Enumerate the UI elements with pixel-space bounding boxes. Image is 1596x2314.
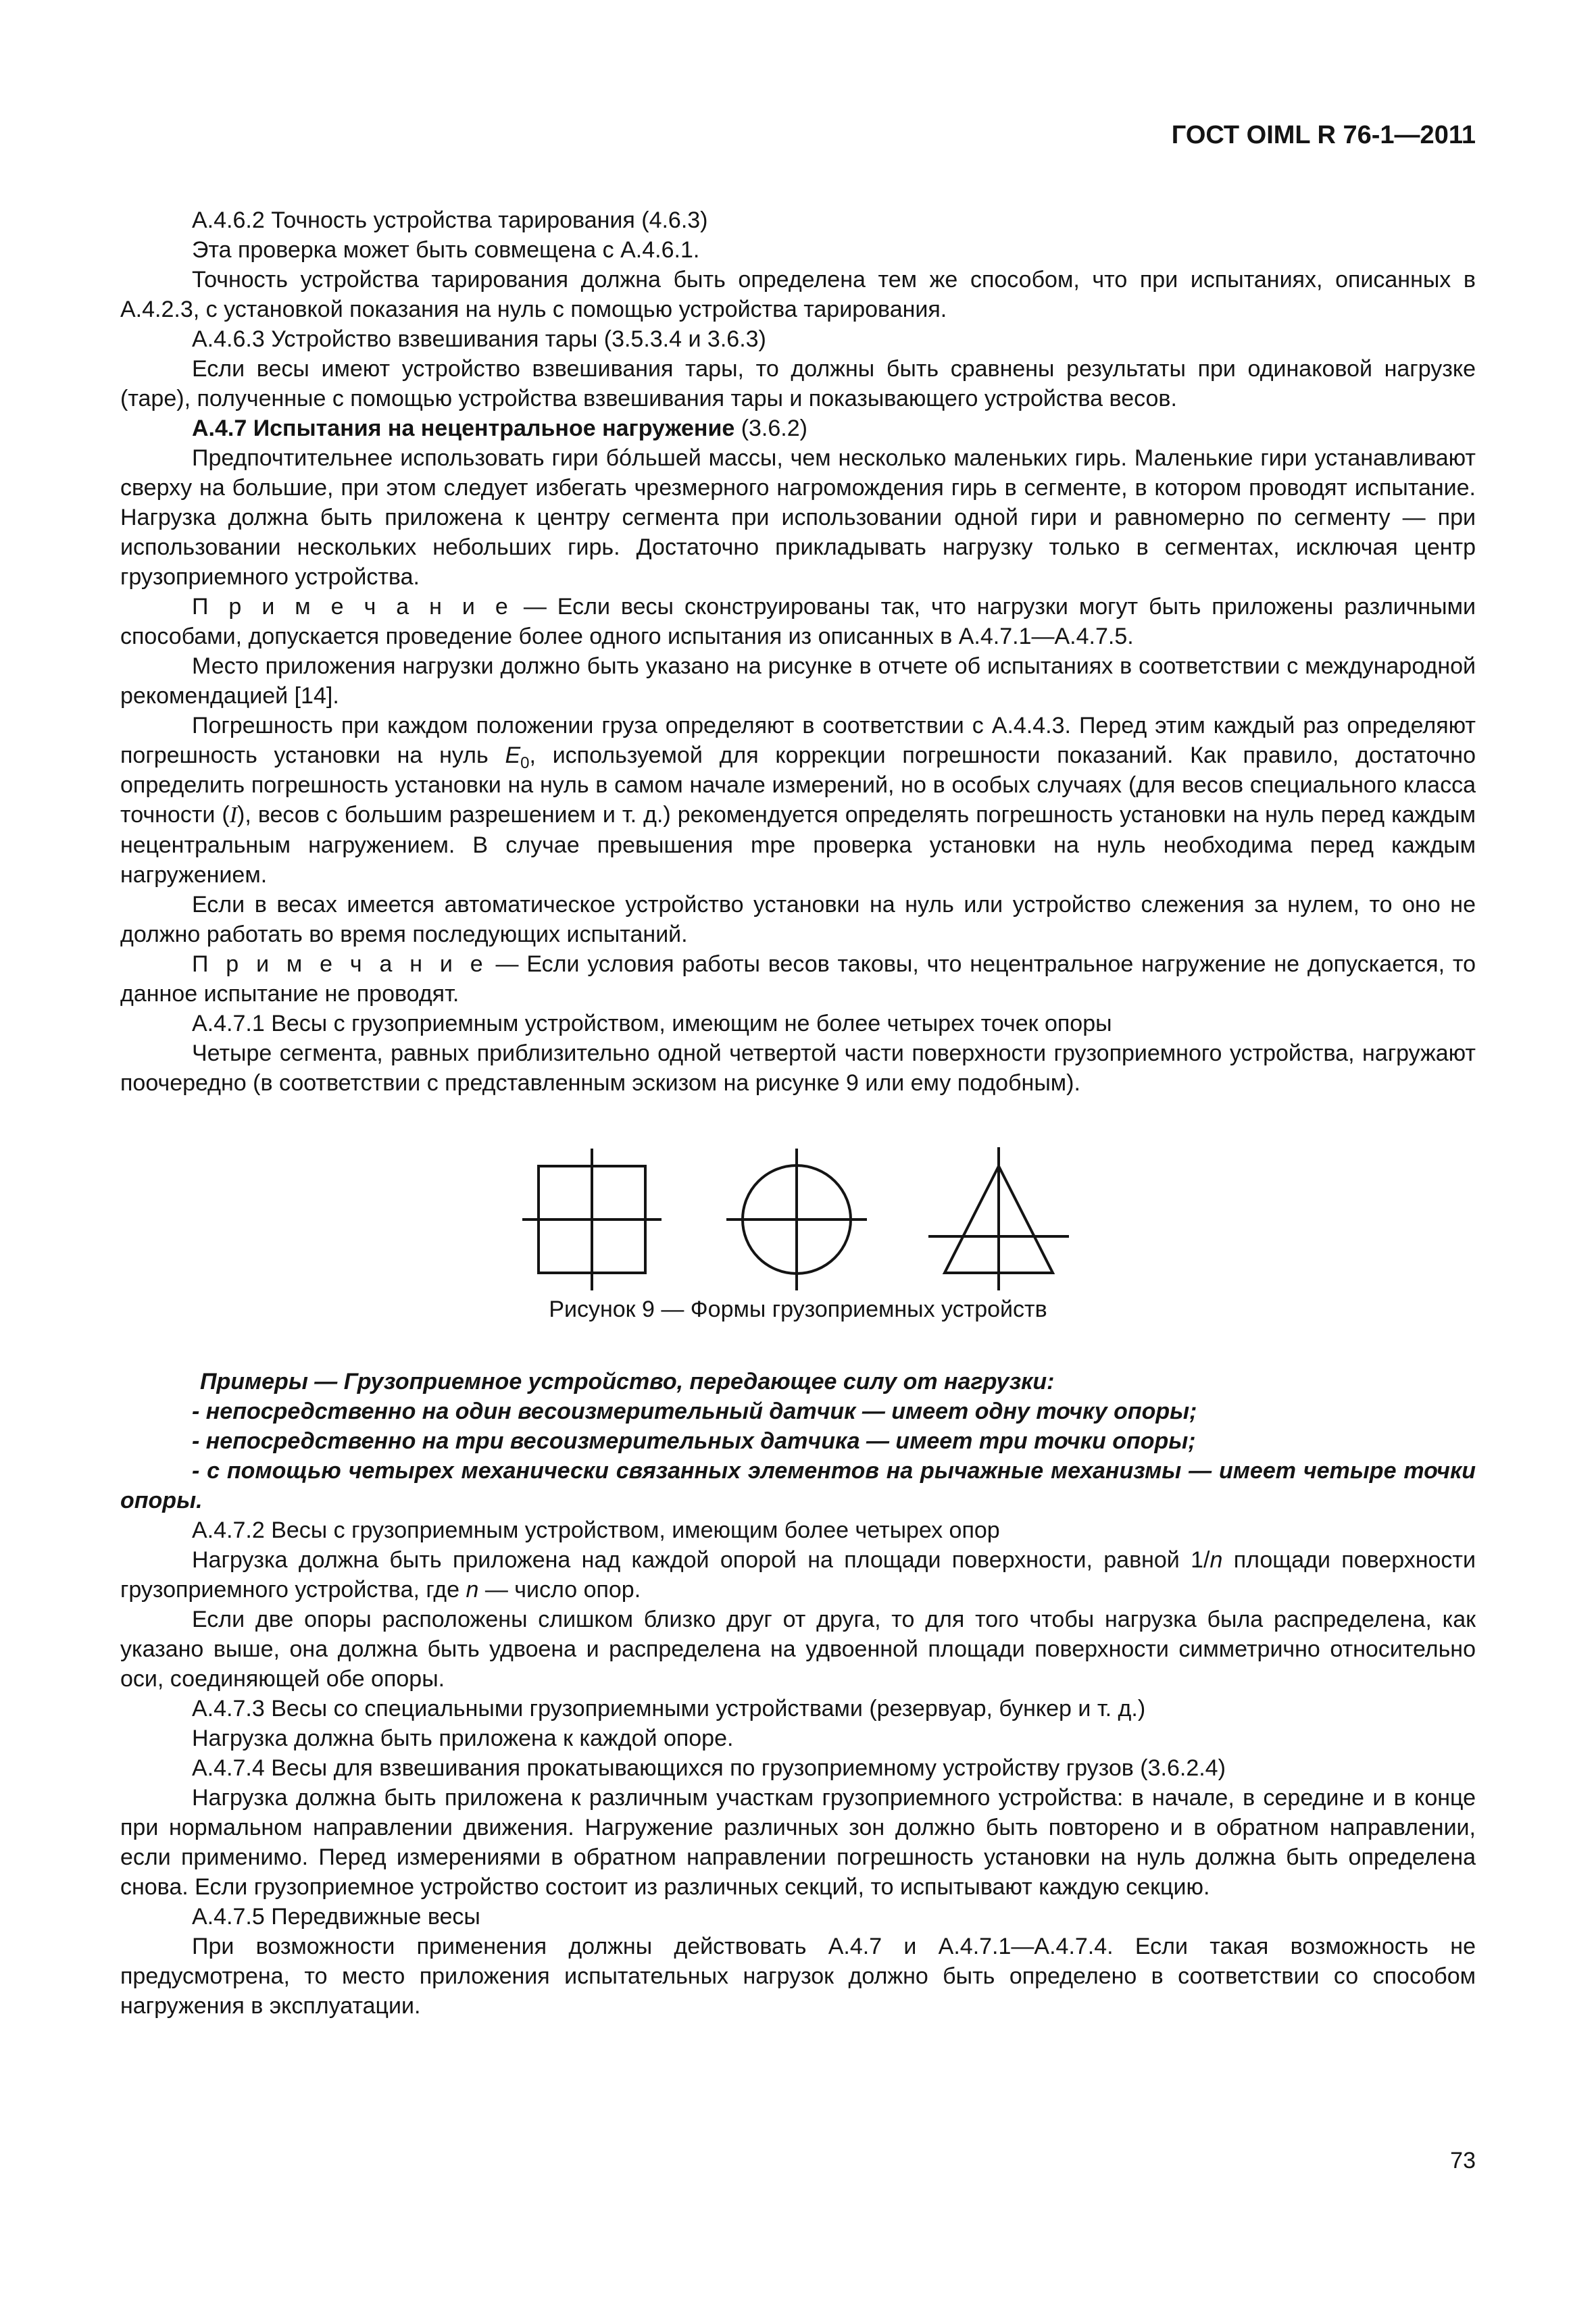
note: [120, 592, 1476, 651]
paragraph: Точность устройства тарирования должна быть определена тем же способом, что при испытаниях, описанных в А.4.2.3, с установкой показания на нуль с помощью устройства тарирования.: [120, 267, 1476, 322]
circle-shape-icon: [726, 1149, 867, 1290]
subsection-title: А.4.7.4 Весы для взвешивания прокатывающихся по грузоприемному устройству грузов (3.6.2.4): [192, 1755, 1226, 1781]
symbol-e-subscript: 0: [520, 753, 530, 772]
text-run: Нагрузка должна быть приложена над каждой опорой на площади поверхности, равной 1/: [192, 1547, 1210, 1573]
figure-caption: Рисунок 9 — Формы грузоприемных устройств: [549, 1297, 1047, 1322]
paragraph: Если весы имеют устройство взвешивания тары, то должны быть сравнены результаты при одинаковой нагрузке (таре), полученные с помощью устройства взвешивания тары и показывающего устройства весов.: [120, 356, 1476, 411]
paragraph: Место приложения нагрузки должно быть указано на рисунке в отчете об испытаниях в соответствии с международной рекомендацией [14].: [120, 653, 1476, 709]
page-number: 73: [1450, 2148, 1476, 2173]
paragraph: Предпочтительнее использовать гири бóльшей массы, чем несколько маленьких гирь. Маленькие гири устанавливают сверху на большие, при этом следует избегать чрезмерного нагромождения гирь в сегменте, в котором проводят испытание. Нагрузка должна быть приложена к центру сегмента при использовании одной гири и равномерно по сегменту — при использовании нескольких небольших гирь. Достаточно прикладывать нагрузку только в сегментах, исключая центр грузоприемного устройства.: [120, 445, 1476, 590]
paragraph: [120, 1545, 1476, 1605]
paragraph: А.4.6.2 Точность устройства тарирования (4.6.3): [192, 207, 708, 233]
text-run: , используемой для коррекции погрешности показаний. Как правило, достаточно определить погрешность установки на нуль в самом начале измерений, но в особых случаях (для весов специального класса точности (: [120, 743, 1476, 828]
paragraph: Если в весах имеется автоматическое устройство установки на нуль или устройство слежения за нулем, то оно не должно работать во время последующих испытаний.: [120, 892, 1476, 947]
paragraph: Нагрузка должна быть приложена к различным участкам грузоприемного устройства: в начале, в середине и в конце при нормальном направлении движения. Нагружение различных зон должно быть повторено и в обратном направлении, если применимо. Перед измерениями в обратном направлении погрешность установки на нуль должна быть определена снова. Если грузоприемное устройство состоит из различных секций, то испытывают каждую секцию.: [120, 1785, 1476, 1900]
paragraph: Нагрузка должна быть приложена к каждой опоре.: [192, 1726, 734, 1751]
text-run: ), весов с большим разрешением и т. д.) рекомендуется определять погрешность установки на нуль перед каждым нецентральным нагружением. В случае превышения mpe проверка установки на нуль необходима перед каждым нагружением.: [120, 802, 1476, 888]
body-text-bottom: [120, 1367, 1476, 2021]
section-heading-a47: [120, 413, 1476, 443]
paragraph: Эта проверка может быть совмещена с А.4.6.1.: [192, 237, 700, 263]
paragraph: При возможности применения должны действовать А.4.7 и А.4.7.1—А.4.7.4. Если такая возможность не предусмотрена, то место приложения испытательных нагрузок должно быть определено в соответствии со способом нагружения в эксплуатации.: [120, 1934, 1476, 2019]
note: [120, 949, 1476, 1009]
paragraph: А.4.6.3 Устройство взвешивания тары (3.5.3.4 и 3.6.3): [192, 326, 766, 352]
subsection-title: А.4.7.3 Весы со специальными грузоприемными устройствами (резервуар, бункер и т. д.): [192, 1696, 1146, 1721]
paragraph: Если две опоры расположены слишком близко друг от друга, то для того чтобы нагрузка была распределена, как указано выше, она должна быть удвоена и распределена на удвоенной площади поверхности симметрично относительно оси, соединяющей обе опоры.: [120, 1607, 1476, 1692]
figure-load-receptor-shapes: [0, 1142, 1596, 1297]
text-run: площади поверхности грузоприемного устройства, где: [120, 1547, 1476, 1603]
note-text: — Если весы сконструированы так, что нагрузки могут быть приложены различными способами, допускается проведение более одного испытания из описанных в А.4.7.1—А.4.7.5.: [120, 594, 1476, 649]
paragraph-error: [120, 711, 1476, 890]
symbol-n: n: [1210, 1547, 1223, 1573]
note-label: П р и м е ч а н и е: [192, 594, 513, 620]
note-text: — Если условия работы весов таковы, что нецентральное нагружение не допускается, то данное испытание не проводят.: [120, 951, 1476, 1007]
example-item: - непосредственно на три весоизмерительных датчика — имеет три точки опоры;: [192, 1428, 1196, 1454]
document-header: ГОСТ OIML R 76-1—2011: [1171, 121, 1476, 149]
square-shape-icon: [522, 1149, 662, 1290]
subsection-title: А.4.7.1 Весы с грузоприемным устройством, имеющим не более четырех точек опоры: [192, 1011, 1112, 1036]
triangle-shape-icon: [928, 1147, 1069, 1290]
body-text-top: [120, 205, 1476, 1098]
section-heading-title: А.4.7 Испытания на нецентральное нагружение: [192, 416, 735, 441]
class-symbol: I: [229, 803, 238, 828]
text-run: Погрешность при каждом положении груза определяют в соответствии с А.4.4.3. Перед этим каждый раз определяют погрешность установки на нуль: [120, 713, 1476, 768]
example-item: - с помощью четырех механически связанных элементов на рычажные механизмы — имеет четыре точки опоры.: [120, 1458, 1476, 1513]
subsection-title: А.4.7.5 Передвижные весы: [192, 1904, 480, 1930]
subsection-title: А.4.7.2 Весы с грузоприемным устройством, имеющим более четырех опор: [192, 1517, 1000, 1543]
paragraph: Четыре сегмента, равных приблизительно одной четвертой части поверхности грузоприемного устройства, нагружают поочередно (в соответствии с представленным эскизом на рисунке 9 или ему подобным).: [120, 1040, 1476, 1096]
text-run: — число опор.: [478, 1577, 641, 1603]
symbol-e: E: [505, 743, 521, 768]
example-item: - непосредственно на один весоизмерительный датчик — имеет одну точку опоры;: [192, 1399, 1197, 1424]
note-label: П р и м е ч а н и е: [192, 951, 488, 977]
examples-title: Примеры — Грузоприемное устройство, передающее силу от нагрузки:: [200, 1369, 1055, 1394]
symbol-n: n: [466, 1577, 479, 1603]
section-heading-ref: (3.6.2): [734, 416, 807, 441]
